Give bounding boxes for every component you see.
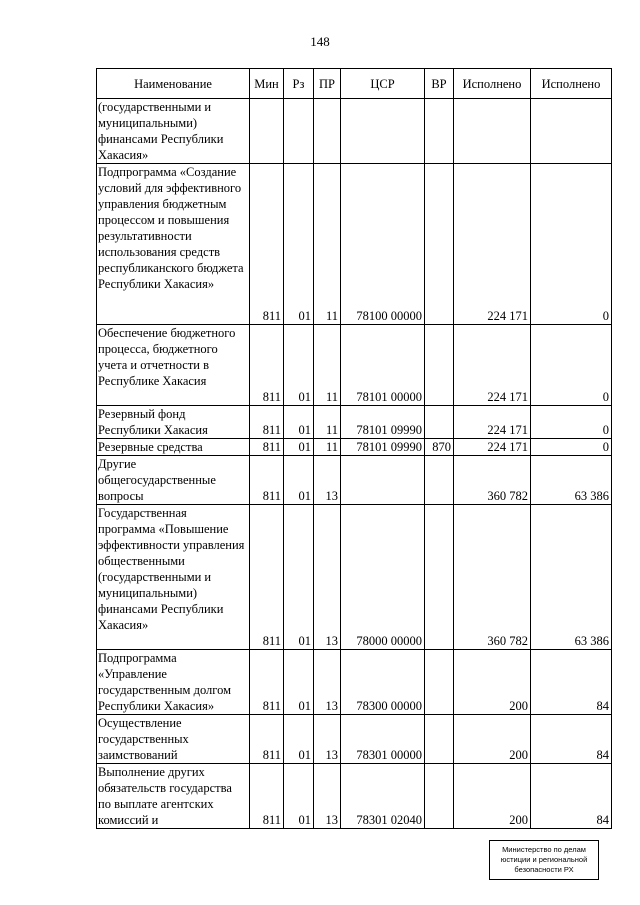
cell-name: Резервный фонд Республики Хакасия [97,406,250,439]
cell-csr: 78301 00000 [341,715,425,764]
cell-pr: 11 [314,406,341,439]
cell-csr: 78000 00000 [341,505,425,650]
cell-executed-1: 224 171 [454,439,531,456]
cell-pr: 11 [314,325,341,406]
cell-vr [425,325,454,406]
cell-min: 811 [250,439,284,456]
ministry-stamp [489,840,599,880]
cell-vr [425,406,454,439]
cell-vr [425,99,454,164]
table-row [97,406,612,439]
cell-executed-1: 360 782 [454,456,531,505]
cell-rz: 01 [284,406,314,439]
cell-executed-1: 224 171 [454,325,531,406]
cell-pr: 11 [314,164,341,325]
cell-rz: 01 [284,505,314,650]
cell-rz: 01 [284,325,314,406]
cell-executed-1: 200 [454,650,531,715]
cell-rz: 01 [284,439,314,456]
cell-name: (государственными и муниципальными) финансами Республики Хакасия» [97,99,250,164]
cell-min: 811 [250,505,284,650]
cell-name: Государственная программа «Повышение эффективности управления общественными (государственными и муниципальными) финансами Республики Хакасия» [97,505,250,650]
cell-vr [425,164,454,325]
table-row [97,99,612,164]
cell-name: Осуществление государственных заимствований [97,715,250,764]
cell-executed-2: 84 [531,650,612,715]
cell-pr: 13 [314,764,341,829]
table-row [97,505,612,650]
cell-name: Обеспечение бюджетного процесса, бюджетного учета и отчетности в Республике Хакасия [97,325,250,406]
header-vr: ВР [425,69,454,99]
cell-executed-2: 63 386 [531,456,612,505]
cell-executed-1: 224 171 [454,406,531,439]
cell-executed-2: 84 [531,715,612,764]
page-number: 148 [310,34,330,49]
cell-rz: 01 [284,456,314,505]
cell-executed-2: 63 386 [531,505,612,650]
cell-name: Резервные средства [97,439,250,456]
cell-csr: 78100 00000 [341,164,425,325]
cell-rz: 01 [284,650,314,715]
header-name: Наименование [97,69,250,99]
cell-executed-2: 0 [531,439,612,456]
cell-csr [341,456,425,505]
table-row [97,325,612,406]
stamp-line-1: Министерство по делам [502,845,586,854]
cell-min: 811 [250,406,284,439]
table-row [97,439,612,456]
cell-csr: 78101 09990 [341,406,425,439]
table-row [97,650,612,715]
cell-min: 811 [250,164,284,325]
cell-pr [314,99,341,164]
table-row [97,164,612,325]
cell-rz: 01 [284,715,314,764]
cell-executed-2: 0 [531,406,612,439]
cell-executed-2: 84 [531,764,612,829]
cell-rz: 01 [284,164,314,325]
cell-name: Выполнение других обязательств государства по выплате агентских комиссий и [97,764,250,829]
cell-name: Подпрограмма «Управление государственным долгом Республики Хакасия» [97,650,250,715]
cell-pr: 11 [314,439,341,456]
cell-pr: 13 [314,715,341,764]
header-executed-2: Исполнено [531,69,612,99]
cell-vr [425,715,454,764]
cell-executed-2: 0 [531,325,612,406]
header-min: Мин [250,69,284,99]
cell-csr: 78301 02040 [341,764,425,829]
cell-min: 811 [250,650,284,715]
table-row [97,456,612,505]
stamp-line-2: юстиции и региональной [500,855,588,864]
cell-executed-2 [531,99,612,164]
cell-executed-2: 0 [531,164,612,325]
cell-csr: 78300 00000 [341,650,425,715]
cell-pr: 13 [314,505,341,650]
header-executed-1: Исполнено [454,69,531,99]
cell-vr [425,650,454,715]
cell-pr: 13 [314,456,341,505]
cell-vr [425,456,454,505]
cell-csr: 78101 00000 [341,325,425,406]
cell-csr [341,99,425,164]
cell-rz [284,99,314,164]
cell-min: 811 [250,715,284,764]
cell-vr: 870 [425,439,454,456]
cell-executed-1: 200 [454,764,531,829]
header-rz: Рз [284,69,314,99]
table-row [97,715,612,764]
cell-executed-1: 360 782 [454,505,531,650]
cell-min: 811 [250,325,284,406]
cell-pr: 13 [314,650,341,715]
cell-rz: 01 [284,764,314,829]
cell-min: 811 [250,764,284,829]
stamp-line-3: безопасности РХ [514,865,574,874]
cell-vr [425,505,454,650]
cell-name: Подпрограмма «Создание условий для эффективного управления бюджетным процессом и повышения результативности использования средств республиканского бюджета Республики Хакасия» [97,164,250,325]
cell-executed-1: 224 171 [454,164,531,325]
header-csr: ЦСР [341,69,425,99]
cell-executed-1: 200 [454,715,531,764]
cell-executed-1 [454,99,531,164]
cell-min [250,99,284,164]
cell-vr [425,764,454,829]
table-row [97,764,612,829]
header-pr: ПР [314,69,341,99]
cell-min: 811 [250,456,284,505]
cell-csr: 78101 09990 [341,439,425,456]
budget-table [96,68,612,829]
table-header-row [97,69,612,99]
cell-name: Другие общегосударственные вопросы [97,456,250,505]
